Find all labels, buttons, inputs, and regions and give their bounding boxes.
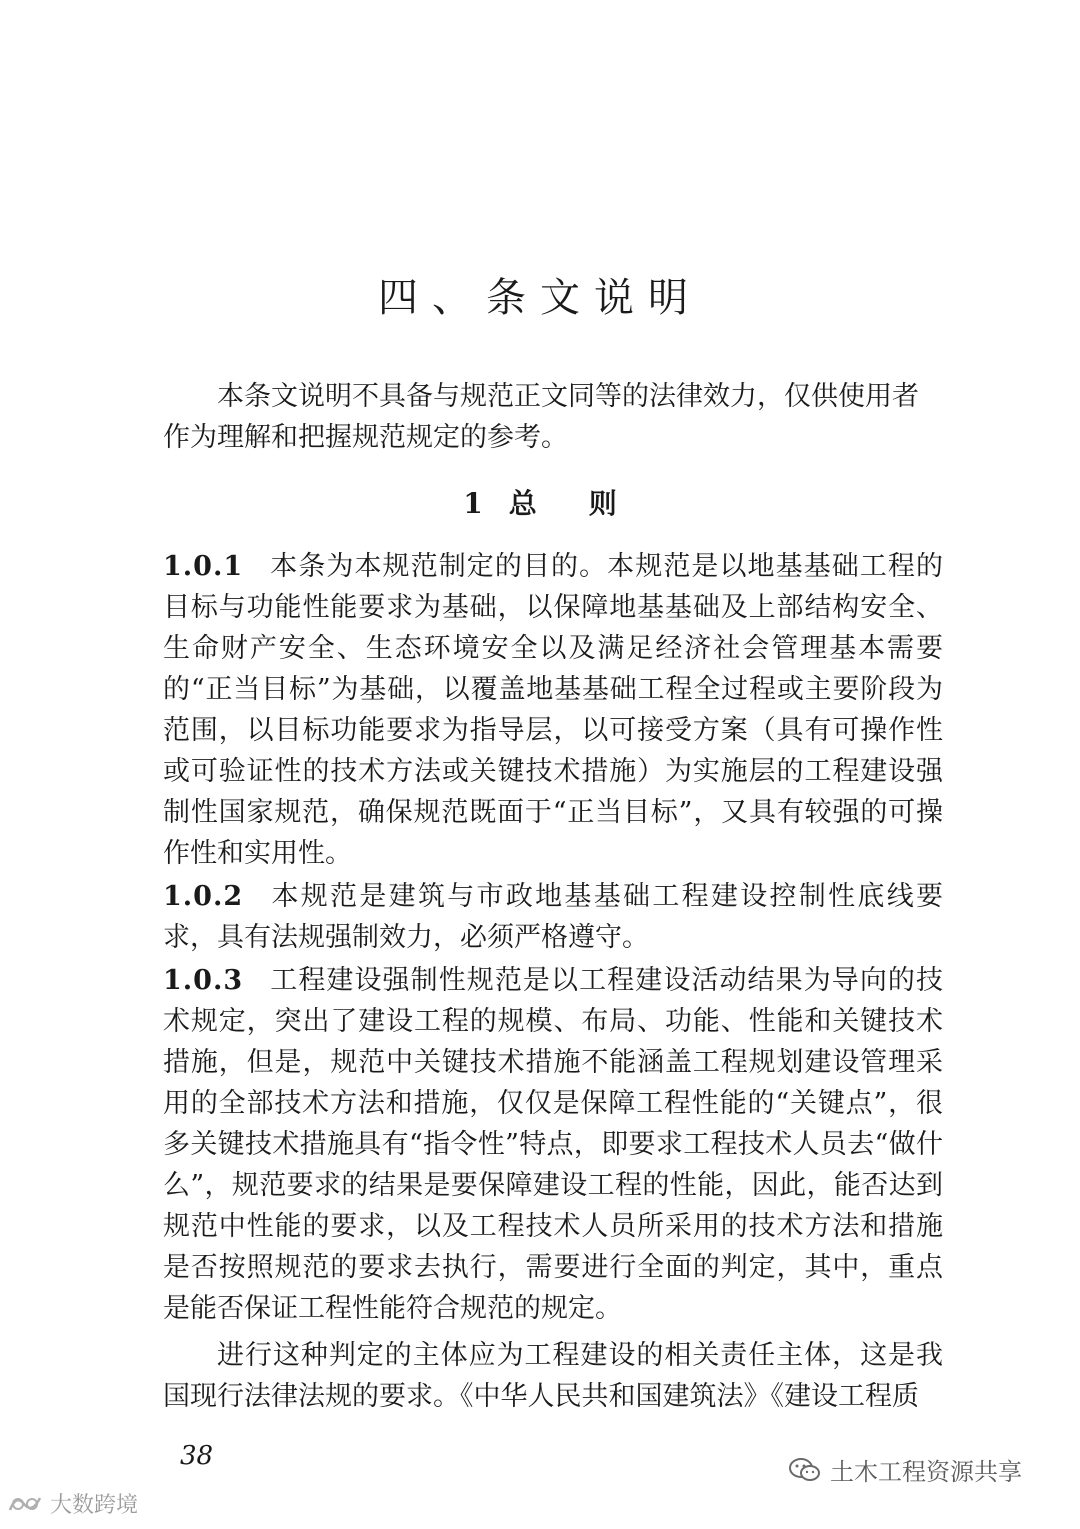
clause-1-0-3 xyxy=(163,960,943,1329)
clause-number: 1.0.1 xyxy=(163,551,244,582)
section-title-part1: 总 xyxy=(508,487,537,520)
logo-icon xyxy=(6,1492,46,1516)
clause-1-0-2 xyxy=(163,876,943,958)
clause-number: 1.0.3 xyxy=(163,965,244,996)
chapter-title: 四、条文说明 xyxy=(378,275,702,321)
section-title-part2: 则 xyxy=(588,487,617,520)
clause-text: 工程建设强制性规范是以工程建设活动结果为导向的技术规定，突出了建设工程的规模、布局、功能、性能和关键技术措施，但是，规范中关键技术措施不能涵盖工程规划建设管理采用的全部技术方法和措施，仅仅是保障工程性能的“关键点”，很多关键技术措施具有“指令性”特点，即要求工程技术人员去“做什么”，规范要求的结果是要保障建设工程的性能，因此，能否达到规范中性能的要求，以及工程技术人员所采用的技术方法和措施是否按照规范的要求去执行，需要进行全面的判定，其中，重点是能否保证工程性能符合规范的规定。 xyxy=(163,965,943,1324)
clause-text: 本条为本规范制定的目的。本规范是以地基基础工程的目标与功能性能要求为基础，以保障地基基础及上部结构安全、生命财产安全、生态环境安全以及满足经济社会管理基本需要的“正当目标”为基础，以覆盖地基基础工程全过程或主要阶段为范围，以目标功能要求为指导层，以可接受方案（具有可操作性或可验证性的技术方法或关键技术措施）为实施层的工程建设强制性国家规范，确保规范既面于“正当目标”，又具有较强的可操作性和实用性。 xyxy=(163,551,943,869)
clause-text: 本规范是建筑与市政地基基础工程建设控制性底线要求，具有法规强制效力，必须严格遵守。 xyxy=(163,881,943,953)
intro-paragraph: 本条文说明不具备与规范正文同等的法律效力，仅供使用者作为理解和把握规范规定的参考。 xyxy=(163,381,919,453)
section-number: 1 xyxy=(463,487,483,520)
platform-watermark xyxy=(6,1488,138,1519)
wechat-watermark xyxy=(788,1452,1022,1487)
wechat-account-name: 土木工程资源共享 xyxy=(830,1458,1022,1486)
section-heading xyxy=(0,482,1080,522)
clause-1-0-1 xyxy=(163,546,943,874)
clause-number: 1.0.2 xyxy=(163,881,244,912)
wechat-icon xyxy=(788,1457,822,1483)
platform-name: 大数跨境 xyxy=(50,1493,139,1518)
page-number: 38 xyxy=(180,1441,214,1471)
clause-list xyxy=(163,546,943,1417)
continuation-paragraph: 进行这种判定的主体应为工程建设的相关责任主体，这是我国现行法律法规的要求。《中华人民共和国建筑法》《建设工程质 xyxy=(163,1340,943,1412)
